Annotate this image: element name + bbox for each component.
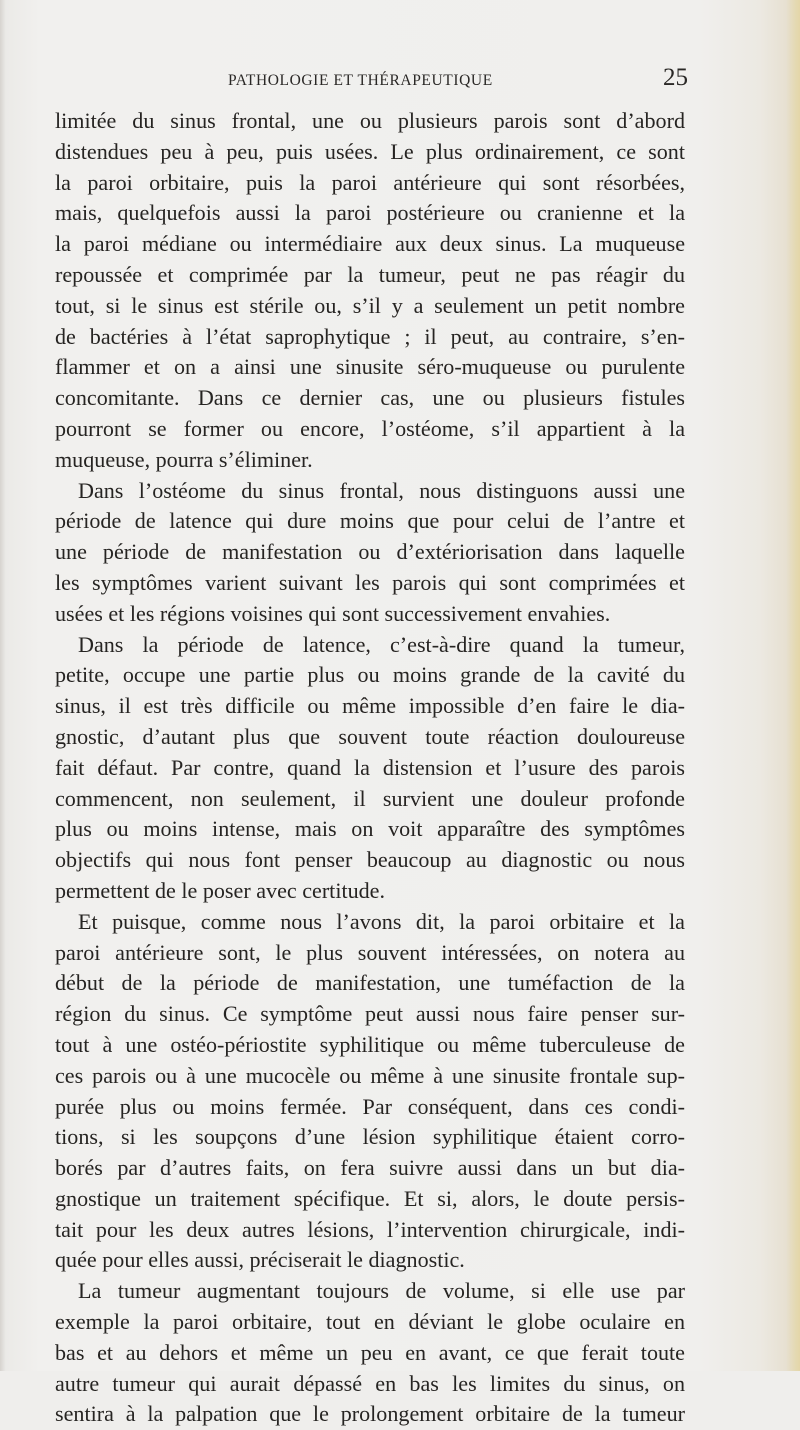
text-line: bas et au dehors et même un peu en avant, ce que ferait toute bbox=[55, 1339, 685, 1365]
text-line: Dans l’ostéome du sinus frontal, nous distinguons aussi une bbox=[78, 477, 685, 503]
text-line: borés par d’autres faits, on fera suivre aussi dans un but dia- bbox=[55, 1155, 685, 1181]
text-line: tait pour les deux autres lésions, l’intervention chirurgicale, indi- bbox=[55, 1216, 685, 1242]
text-line: sentira à la palpation que le prolongement orbitaire de la tumeur bbox=[55, 1401, 685, 1427]
page-right-edge bbox=[786, 0, 800, 1371]
text-line: Et puisque, comme nous l’avons dit, la paroi orbitaire et la bbox=[78, 908, 685, 934]
page-left-edge bbox=[0, 0, 6, 1371]
text-line: tout à une ostéo-périostite syphilitique ou même tuberculeuse de bbox=[55, 1031, 685, 1057]
text-line: début de la période de manifestation, une tuméfaction de la bbox=[55, 970, 685, 996]
text-line: Dans la période de latence, c’est-à-dire quand la tumeur, bbox=[78, 631, 685, 657]
text-line: repoussée et comprimée par la tumeur, peut ne pas réagir du bbox=[55, 261, 685, 287]
text-line: période de latence qui dure moins que pour celui de l’antre et bbox=[55, 508, 685, 534]
text-line: gnostique un traitement spécifique. Et si, alors, le doute persis- bbox=[55, 1185, 685, 1211]
text-line: une période de manifestation ou d’extériorisation dans laquelle bbox=[55, 539, 685, 565]
text-line: sinus, il est très difficile ou même impossible d’en faire le dia- bbox=[55, 693, 685, 719]
text-line: tout, si le sinus est stérile ou, s’il y a seulement un petit nombre bbox=[55, 292, 685, 318]
text-line: pourront se former ou encore, l’ostéome, s’il appartient à la bbox=[55, 415, 685, 441]
running-title: PATHOLOGIE ET THÉRAPEUTIQUE bbox=[228, 72, 493, 89]
text-line: objectifs qui nous font penser beaucoup au diagnostic ou nous bbox=[55, 847, 685, 873]
text-line: fait défaut. Par contre, quand la distension et l’usure des parois bbox=[55, 754, 685, 780]
text-line: limitée du sinus frontal, une ou plusieurs parois sont d’abord bbox=[55, 108, 685, 133]
text-line: paroi antérieure sont, le plus souvent intéressées, on notera au bbox=[55, 939, 685, 965]
text-line: concomitante. Dans ce dernier cas, une ou plusieurs fistules bbox=[55, 385, 685, 411]
text-line: plus ou moins intense, mais on voit apparaître des symptômes bbox=[55, 816, 685, 842]
text-line: la paroi orbitaire, puis la paroi antérieure qui sont résorbées, bbox=[55, 169, 685, 195]
text-line: La tumeur augmentant toujours de volume, si elle use par bbox=[78, 1278, 685, 1304]
text-line: petite, occupe une partie plus ou moins grande de la cavité du bbox=[55, 662, 685, 688]
text-line: tions, si les soupçons d’une lésion syphilitique étaient corro- bbox=[55, 1124, 685, 1150]
text-line: purée plus ou moins fermée. Par conséquent, dans ces condi- bbox=[55, 1093, 685, 1119]
text-line: commencent, non seulement, il survient une douleur profonde bbox=[55, 785, 685, 811]
page-header bbox=[55, 62, 688, 102]
text-line: quée pour elles aussi, préciserait le diagnostic. bbox=[55, 1247, 465, 1273]
text-line: exemple la paroi orbitaire, tout en déviant le globe oculaire en bbox=[55, 1309, 685, 1335]
text-line: permettent de le poser avec certitude. bbox=[55, 877, 386, 903]
page-number: 25 bbox=[663, 64, 688, 91]
text-line: flammer et on a ainsi une sinusite séro-muqueuse ou purulente bbox=[55, 354, 685, 380]
text-line: la paroi médiane ou intermédiaire aux deux sinus. La muqueuse bbox=[55, 231, 685, 257]
text-line: mais, quelquefois aussi la paroi postérieure ou cranienne et la bbox=[55, 200, 685, 226]
text-line: muqueuse, pourra s’éliminer. bbox=[55, 446, 313, 472]
text-line: région du sinus. Ce symptôme peut aussi nous faire penser sur- bbox=[55, 1001, 685, 1027]
body-text bbox=[55, 106, 685, 1430]
text-line: les symptômes varient suivant les parois qui sont comprimées et bbox=[55, 569, 685, 595]
text-line: distendues peu à peu, puis usées. Le plus ordinairement, ce sont bbox=[55, 138, 685, 164]
text-line: autre tumeur qui aurait dépassé en bas les limites du sinus, on bbox=[55, 1370, 685, 1396]
text-line: usées et les régions voisines qui sont successivement envahies. bbox=[55, 600, 611, 626]
text-line: de bactéries à l’état saprophytique ; il peut, au contraire, s’en- bbox=[55, 323, 685, 349]
text-line: ces parois ou à une mucocèle ou même à une sinusite frontale sup- bbox=[55, 1062, 685, 1088]
text-line: gnostic, d’autant plus que souvent toute réaction douloureuse bbox=[55, 723, 685, 749]
